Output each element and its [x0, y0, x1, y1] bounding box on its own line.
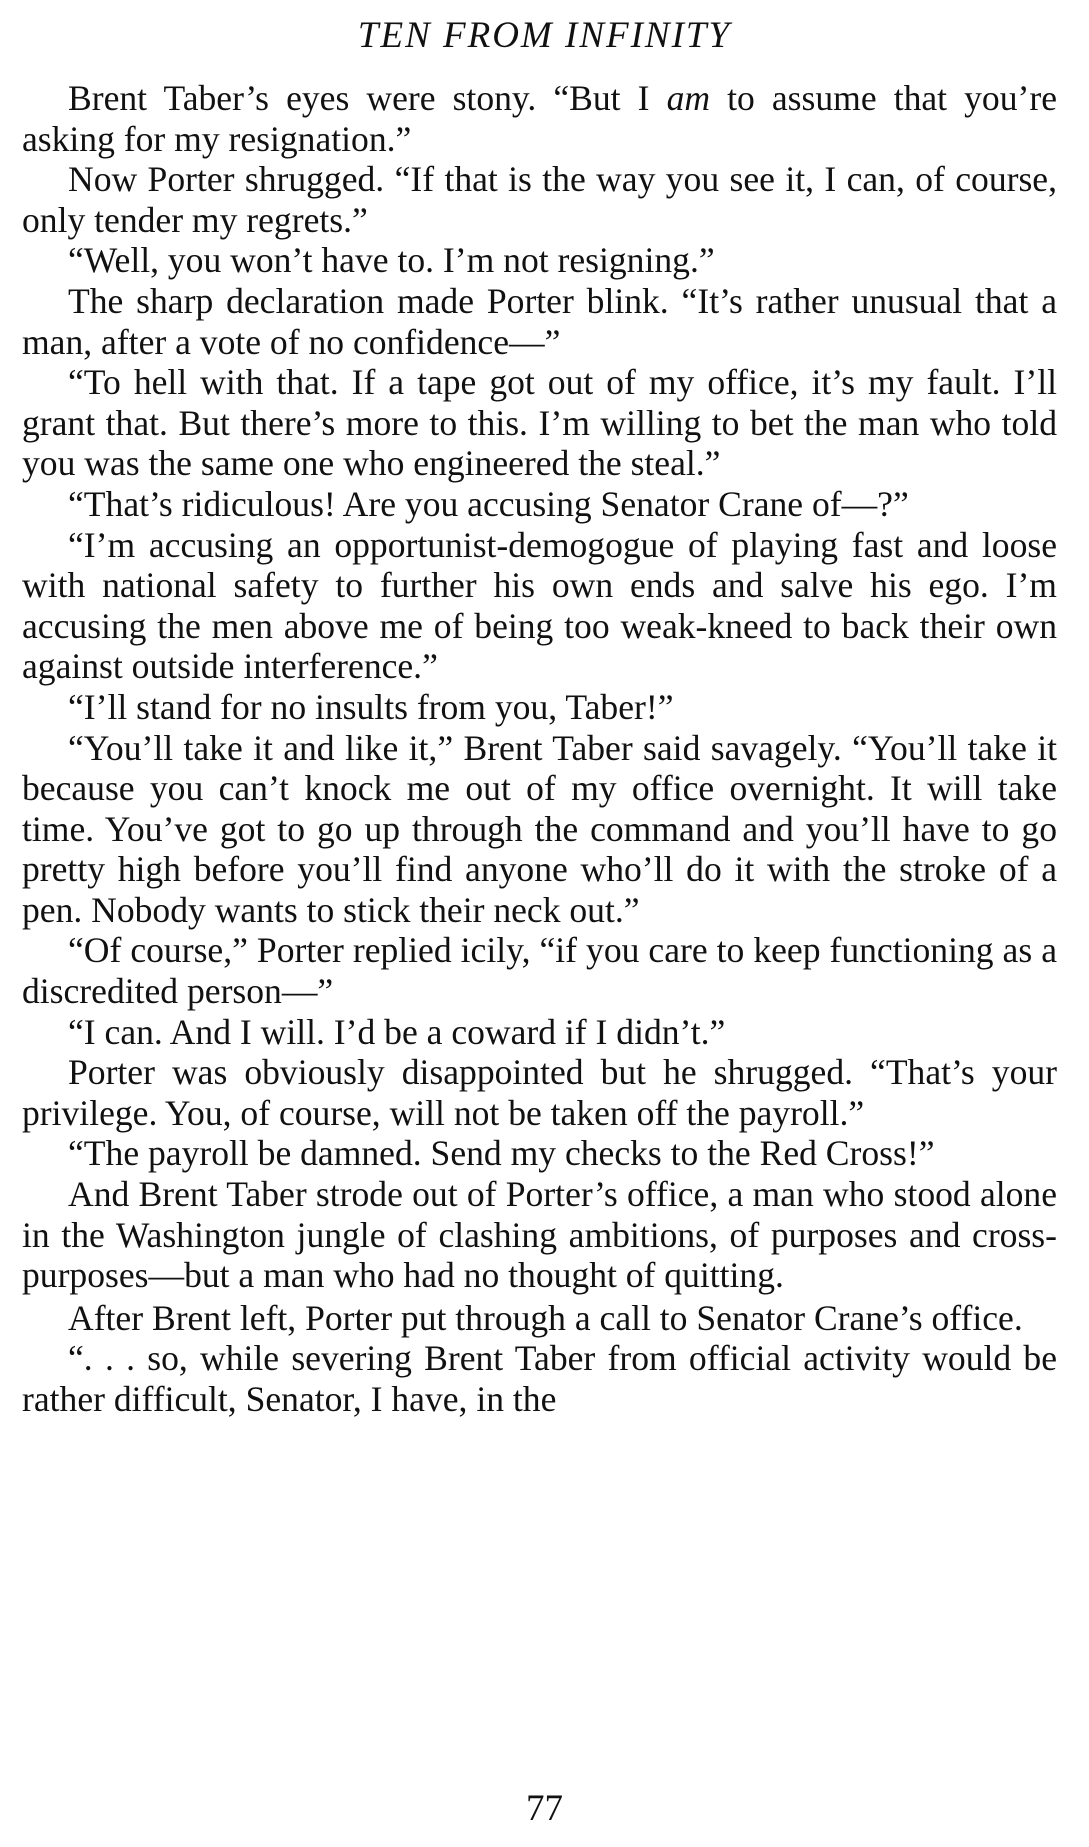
paragraph: “I’ll stand for no insults from you, Taber!” — [68, 686, 674, 727]
paragraph: Porter was obviously disappointed but he shrugged. “That’s your privilege. You, of course, will not be taken off the payroll.” — [22, 1052, 1057, 1133]
paragraph: “I’m accusing an opportunist-demogogue of playing fast and loose with national safety to further his own ends and salve his ego. I’m accusing the men above me of being too weak-kneed to back their own against outside interference.” — [22, 524, 1057, 687]
paragraph: “Of course,” Porter replied icily, “if you care to keep functioning as a discredited person—” — [22, 930, 1057, 1012]
paragraph: “. . . so, while severing Brent Taber from official activity would be rather difficult, Senator, I have, in the — [22, 1338, 1057, 1419]
page-number: 77 — [526, 1788, 563, 1829]
running-header: TEN FROM INFINITY — [357, 15, 732, 56]
paragraph: “To hell with that. If a tape got out of my office, it’s my fault. I’ll grant that. But there’s more to this. I’m willing to bet the man who told you was the same one who engineered the steal.” — [22, 362, 1057, 484]
body-text — [22, 78, 1057, 1420]
text-run: Brent Taber’s eyes were stony. “But I — [68, 78, 667, 118]
paragraph: Now Porter shrugged. “If that is the way you see it, I can, of course, only tender my regrets.” — [22, 159, 1057, 240]
paragraph — [22, 78, 1057, 159]
paragraph: “That’s ridiculous! Are you accusing Senator Crane of—?” — [68, 483, 909, 524]
text-run: to assume that you’re asking for my resignation.” — [22, 78, 1057, 159]
paragraph: “You’ll take it and like it,” Brent Taber said savagely. “You’ll take it because you can’t knock me out of my office overnight. It will take time. You’ve got to go up through the command and you’ll have to go pretty high before you’ll find anyone who’ll do it with the stroke of a pen. Nobody wants to stick their neck out.” — [22, 727, 1057, 930]
paragraph: “Well, you won’t have to. I’m not resigning.” — [68, 240, 715, 281]
paragraph: After Brent left, Porter put through a call to Senator Crane’s office. — [68, 1297, 1023, 1338]
paragraph: “I can. And I will. I’d be a coward if I didn’t.” — [68, 1011, 726, 1052]
emphasis: am — [666, 78, 711, 118]
paragraph: The sharp declaration made Porter blink. “It’s rather unusual that a man, after a vote of no confidence—” — [22, 280, 1057, 362]
paragraph: “The payroll be damned. Send my checks to the Red Cross!” — [68, 1133, 935, 1174]
paragraph: And Brent Taber strode out of Porter’s office, a man who stood alone in the Washington jungle of clashing ambitions, of purposes and cross-purposes—but a man who had no thought of quitting. — [22, 1174, 1057, 1296]
